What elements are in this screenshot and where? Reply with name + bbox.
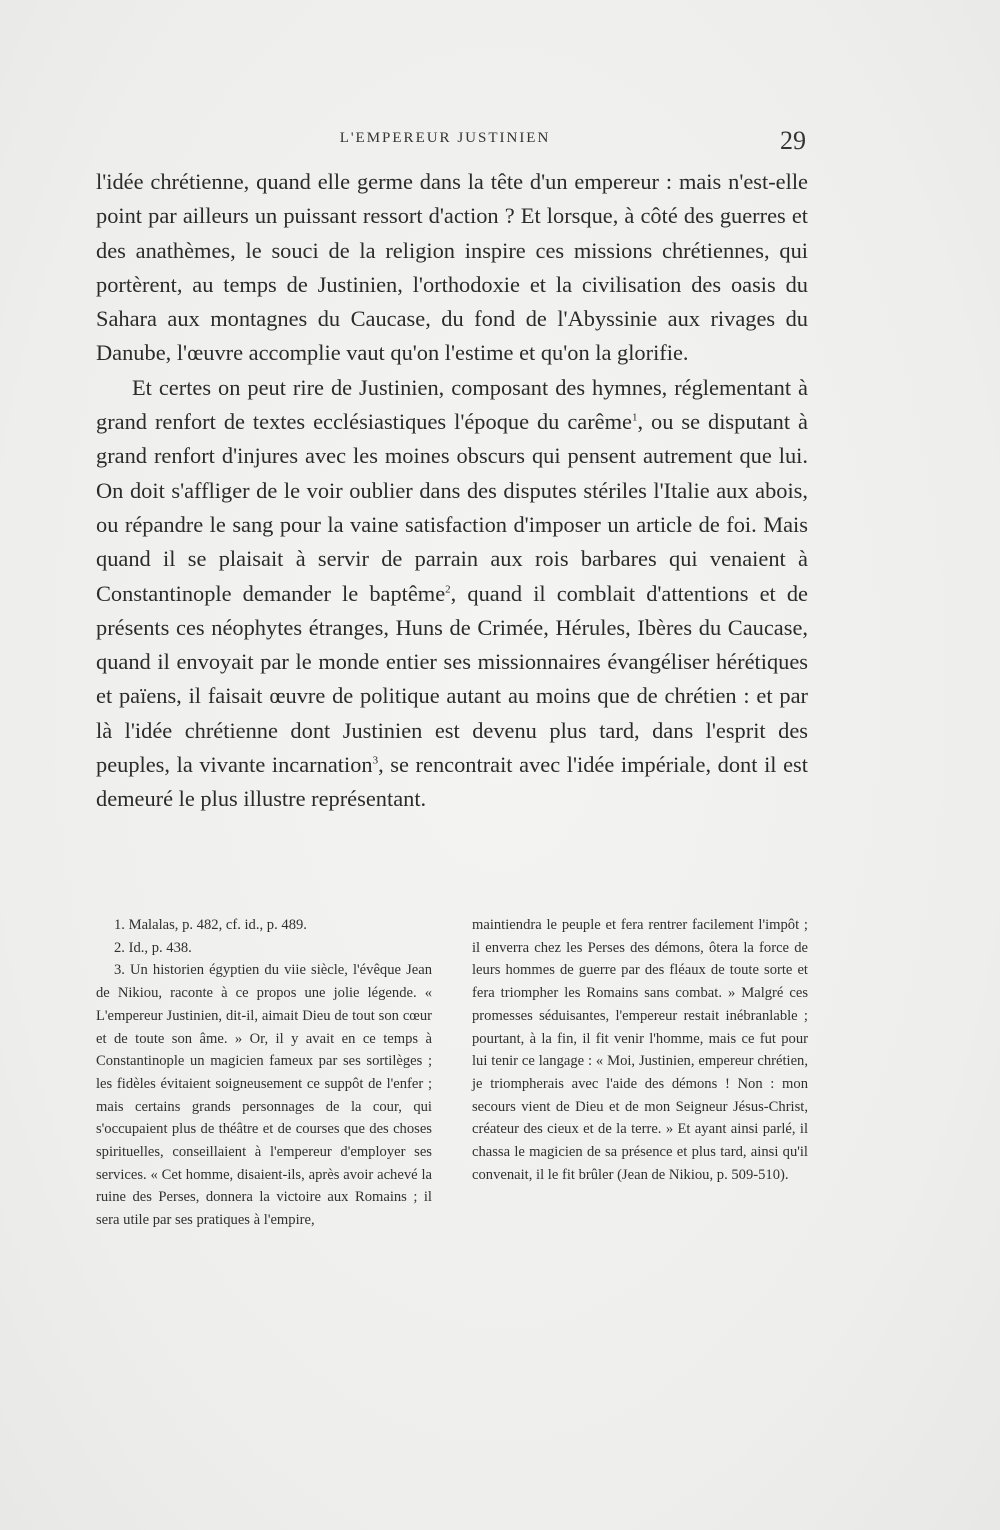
footnote-2: 2. Id., p. 438. <box>114 939 192 956</box>
footnote-1: 1. Malalas, p. 482, cf. id., p. 489. <box>114 917 307 933</box>
paragraph-2-part-b: , ou se disputant à grand renfort d'injures avec les moines obscurs qui pensent autrement que lui. On doit s'affliger de le voir oublier dans des disputes stériles l'Italie aux abois, ou répandre le sang pour la vaine satisfaction d'imposer un article de foi. Mais quand il se plaisait à servir de parrain aux rois barbares qui venaient à Constantinople demander le baptême <box>96 409 808 606</box>
running-title: L'EMPEREUR JUSTINIEN <box>339 130 551 146</box>
paragraph-2 <box>96 371 808 817</box>
footnote-3-start: 3. Un historien égyptien du viie siècle, l'évêque Jean de Nikiou, raconte à ce propos une jolie légende. « L'empereur Justinien, dit-il, aimait Dieu de tout son cœur et de toute son âme. » Or, il y avait en ce temps à Constantinople un magicien fameux par ses sortilèges ; les fidèles évitaient soigneusement ce suppôt de l'enfer ; mais certains grands personnages de la cour, qui s'occupaient plus de théâtre et de courses que des choses spirituelles, conseillaient à l'empereur d'employer ses services. « Cet homme, disaient-ils, après avoir achevé la ruine des Perses, donnera la victoire aux Romains ; il sera utile par ses pratiques à l'empire, <box>96 962 432 1229</box>
footnote-ref-1: 1 <box>631 411 638 424</box>
footnotes-left-column <box>96 914 432 1232</box>
paragraph-2-part-d: , se rencontrait avec l'idée impériale, dont il est demeuré le plus illustre représentant. <box>96 752 808 812</box>
footnote-3-continued: maintiendra le peuple et fera rentrer facilement l'impôt ; il enverra chez les Perses des démons, ôtera la force de leurs hommes de guerre par des fléaux de toute sorte et fera triompher les Romains sans combat. » Malgré ces promesses séduisantes, l'empereur restait inébranlable ; pourtant, à la fin, il fit venir l'homme, mais ce fut pour lui tenir ce langage : « Moi, Justinien, empereur chrétien, je triompherais avec l'aide des démons ! Non : mon secours vient de Dieu et de mon Seigneur Jésus-Christ, créateur des cieux et de la terre. » Et ayant ainsi parlé, il chassa le magicien de sa présence et plus tard, ainsi qu'il convenait, il le fit brûler (Jean de Nikiou, p. 509-510). <box>472 917 808 1183</box>
footnote-ref-2: 2 <box>445 583 451 596</box>
footnotes <box>96 914 808 1232</box>
main-text <box>96 165 808 817</box>
page-number: 29 <box>780 126 806 155</box>
paragraph-2-part-c: , quand il comblait d'attentions et de présents ces néophytes étranges, Huns de Crimée, Hérules, Ibères du Caucase, quand il envoyait par le monde entier ses missionnaires évangéliser hérétiques et païens, il faisait œuvre de politique autant au moins que de chrétien : et par là l'idée chrétienne dont Justinien est devenu plus tard, dans l'esprit des peuples, la vivante incarnation <box>96 580 808 778</box>
paragraph-1: l'idée chrétienne, quand elle germe dans la tête d'un empereur : mais n'est-elle point par ailleurs un puissant ressort d'action ? Et lorsque, à côté des guerres et des anathèmes, le souci de la religion inspire ces missions chrétiennes, qui portèrent, au temps de Justinien, l'orthodoxie et la civilisation des oasis du Sahara aux montagnes du Caucase, du fond de l'Abyssinie aux rivages du Danube, l'œuvre accomplie vaut qu'on l'estime et qu'on la glorifie. <box>96 169 808 366</box>
footnote-ref-3: 3 <box>372 754 379 767</box>
paragraph-2-part-a: Et certes on peut rire de Justinien, composant des hymnes, réglementant à grand renfort de textes ecclésiastiques l'époque du carême <box>96 374 808 435</box>
footnotes-right-column <box>472 914 808 1232</box>
